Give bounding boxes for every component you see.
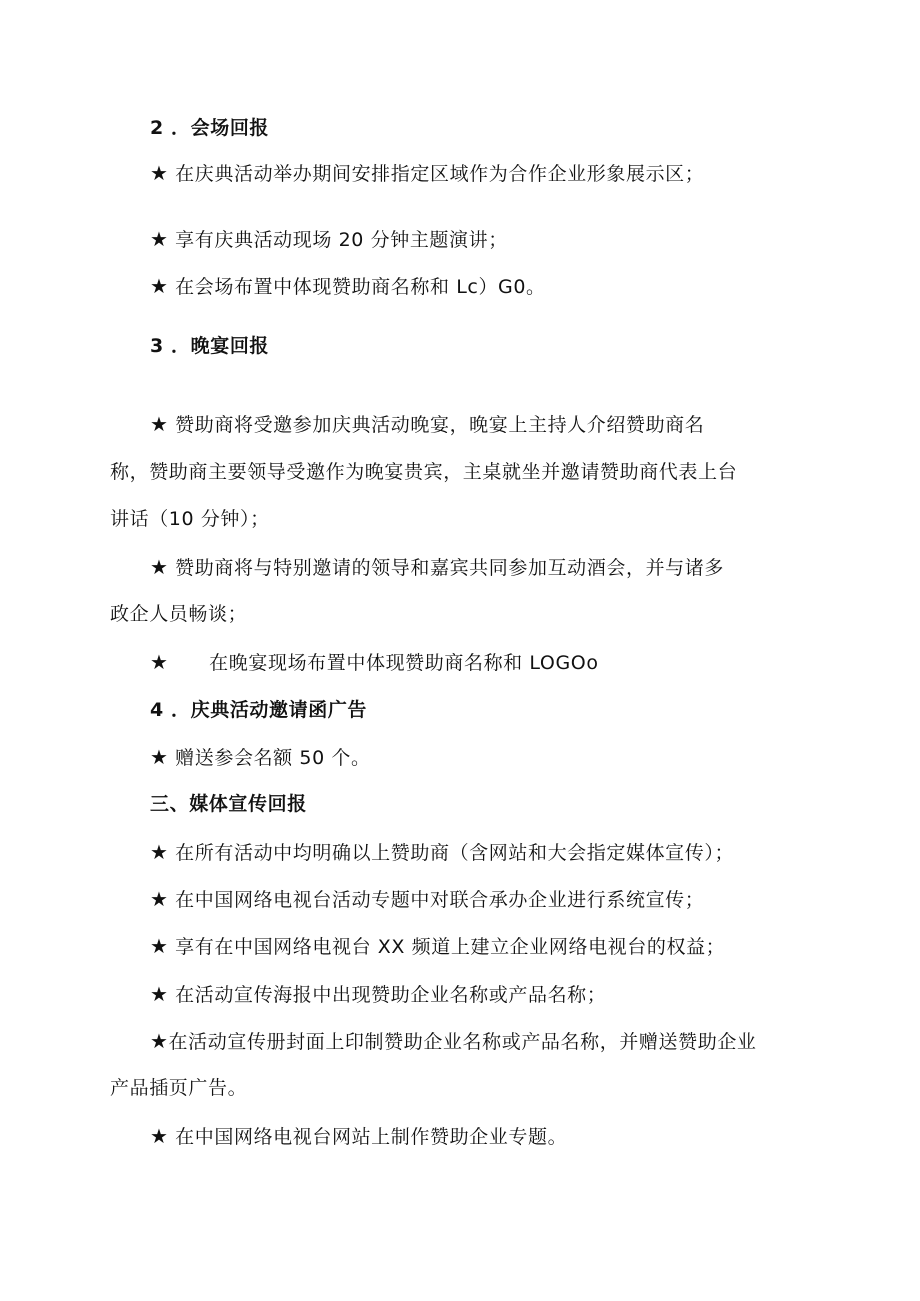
- star-icon: ★: [150, 650, 169, 674]
- section-4-heading: 4 ．庆典活动邀请函广告: [150, 699, 368, 721]
- star-icon: ★: [150, 274, 169, 298]
- list-item: [150, 886, 704, 913]
- list-item-text: 享有在中国网络电视台 XX 频道上建立企业网络电视台的权益；: [175, 936, 726, 958]
- list-item-text: 在活动宣传海报中出现赞助企业名称或产品名称；: [175, 984, 607, 1006]
- media-section-heading: 三、媒体宣传回报: [150, 793, 307, 815]
- list-item-text: 在所有活动中均明确以上赞助商（含网站和大会指定媒体宣传）；: [175, 842, 735, 864]
- paragraph-line: 政企人员畅谈；: [110, 603, 248, 625]
- star-icon: ★: [150, 934, 169, 958]
- list-item-text: 在中国网络电视台活动专题中对联合承办企业进行系统宣传；: [175, 889, 705, 911]
- paragraph-line: [150, 554, 724, 581]
- star-icon: ★: [150, 1029, 169, 1053]
- star-icon: ★: [150, 412, 169, 436]
- paragraph-line: 称，赞助商主要领导受邀作为晚宴贵宾，主桌就坐并邀请赞助商代表上台: [110, 461, 738, 483]
- star-icon: ★: [150, 982, 169, 1006]
- list-item-text: 在庆典活动举办期间安排指定区域作为合作企业形象展示区；: [175, 163, 705, 185]
- paragraph-text: 赞助商将与特别邀请的领导和嘉宾共同参加互动酒会，并与诸多: [175, 557, 724, 579]
- list-item: [150, 649, 599, 676]
- star-icon: ★: [150, 555, 169, 579]
- list-item-text: 在会场布置中体现赞助商名称和 Lc）G0。: [175, 276, 546, 298]
- paragraph-line: [150, 1028, 757, 1055]
- list-item: [150, 981, 606, 1008]
- list-item: [150, 839, 734, 866]
- star-icon: ★: [150, 1124, 169, 1148]
- paragraph-text: 在活动宣传册封面上印制赞助企业名称或产品名称，并赠送赞助企业: [168, 1031, 757, 1053]
- star-icon: ★: [150, 161, 169, 185]
- section-2-heading: 2 ．会场回报: [150, 117, 270, 139]
- list-item: [150, 744, 371, 771]
- list-item: [150, 226, 508, 253]
- star-icon: ★: [150, 887, 169, 911]
- list-item-text: 享有庆典活动现场 20 分钟主题演讲；: [175, 229, 508, 251]
- list-item: [150, 933, 725, 960]
- paragraph-line: 产品插页广告。: [110, 1077, 248, 1099]
- list-item-text: 在晚宴现场布置中体现赞助商名称和 LOGOo: [209, 652, 599, 674]
- list-item-text: 赠送参会名额 50 个。: [175, 747, 371, 769]
- list-item-text: 在中国网络电视台网站上制作赞助企业专题。: [175, 1126, 568, 1148]
- list-item: [150, 273, 546, 300]
- list-item: [150, 160, 704, 187]
- paragraph-line: 讲话（10 分钟）；: [110, 508, 270, 530]
- section-3-heading: 3 ．晚宴回报: [150, 335, 270, 357]
- star-icon: ★: [150, 227, 169, 251]
- paragraph-text: 赞助商将受邀参加庆典活动晚宴，晚宴上主持人介绍赞助商名: [175, 414, 705, 436]
- list-item: [150, 1123, 567, 1150]
- paragraph-line: [150, 411, 704, 438]
- star-icon: ★: [150, 745, 169, 769]
- star-icon: ★: [150, 840, 169, 864]
